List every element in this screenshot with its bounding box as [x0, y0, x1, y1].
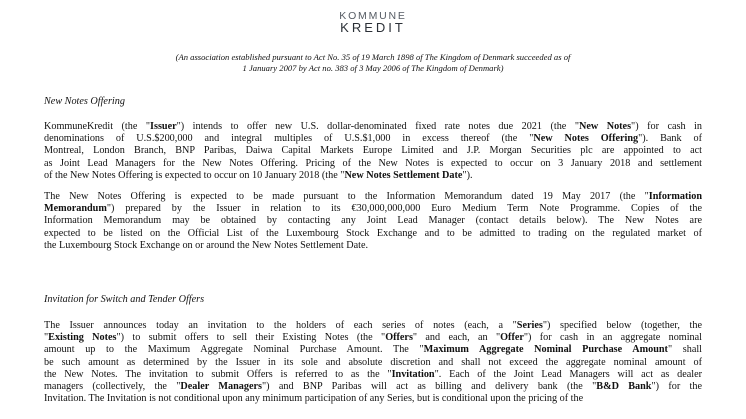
defined-term: Offer — [500, 332, 524, 344]
defined-term: Offers — [385, 332, 413, 344]
text-line: Information Memorandum may be obtained by contacting any Joint Lead Manager (contact details below). The New Notes are — [44, 215, 702, 227]
section-heading: New Notes Offering — [44, 96, 125, 107]
logo-line2: KREDIT — [340, 20, 406, 35]
paragraph-invitation — [44, 320, 702, 405]
defined-term: Maximum Aggregate Nominal Purchase Amount — [423, 344, 668, 356]
text-line: expected to be listed on the Official List of the Luxembourg Stock Exchange and to be admitted to trading on the regulated market of — [44, 227, 702, 239]
text-line: KommuneKredit (the "Issuer") intends to offer new U.S. dollar-denominated fixed rate notes due 2021 (the "New Notes") for cash in — [44, 121, 702, 132]
association-note — [120, 52, 626, 74]
heading-invitation — [44, 294, 702, 305]
defined-term: New Notes — [578, 121, 632, 132]
text-line: Memorandum") prepared by the Issuer in relation to its €30,000,000,000 Euro Medium Term Note Programme. Copies of the — [44, 203, 702, 215]
text-line: as Joint Lead Managers for the New Notes Offering. Pricing of the New Notes is expected to occur on 3 January 2018 and settlement — [44, 157, 702, 169]
defined-term: Dealer Managers — [180, 381, 262, 393]
defined-term: Series — [516, 320, 543, 331]
defined-term: Existing Notes — [48, 332, 117, 344]
defined-term: Invitation — [391, 368, 435, 380]
defined-term: Issuer — [150, 121, 177, 132]
text-line: the New Notes. The invitation to submit Offers is referred to as the "Invitation". Each of the Joint Lead Managers will act as dealer — [44, 368, 702, 380]
kommunekredit-logo-icon — [361, 0, 383, 6]
logo — [0, 0, 746, 38]
section-heading: Invitation for Switch and Tender Offers — [44, 294, 205, 305]
association-note-line1: (An association established pursuant to Act No. 35 of 19 March 1898 of The Kingdom of Denmark succeeded as of — [175, 52, 571, 62]
text-line: of the New Notes Offering is expected to occur on 10 January 2018 (the "New Notes Settlement Date"). — [44, 169, 473, 181]
defined-term: New Notes Settlement Date — [344, 169, 463, 181]
text-line: denominations of U.S.$200,000 and integral multiples of U.S.$1,000 in excess thereof (the "New Notes Offering"). Bank of — [44, 133, 702, 145]
text-line: the Luxembourg Stock Exchange on or around the New Notes Settlement Date. — [44, 239, 369, 251]
text-line: The Issuer announces today an invitation to the holders of each series of notes (each, a "Series") specified below (together, the — [44, 320, 702, 331]
text-line: be such amount as determined by the Issuer in its sole and absolute discretion and shall not exceed the aggregate nominal amount of — [44, 356, 702, 368]
text-line: "Existing Notes") to submit offers to sell their Existing Notes (the "Offers" and each, an "Offer") for cash in an aggregate nominal — [44, 332, 702, 344]
defined-term: B&D Bank — [596, 381, 652, 393]
defined-term: Information — [648, 191, 702, 202]
paragraph-information-memorandum — [44, 191, 702, 252]
defined-term: New Notes Offering — [533, 133, 639, 145]
association-note-line2: 1 January 2007 by Act no. 383 of 3 May 2006 of The Kingdom of Denmark) — [242, 63, 504, 73]
text-line: managers (collectively, the "Dealer Managers") and BNP Paribas will act as billing and delivery bank (the "B&D Bank") for the — [44, 381, 702, 393]
paragraph-new-notes — [44, 121, 702, 182]
heading-new-notes-offering — [44, 96, 702, 107]
text-line: Montreal, London Branch, BNP Paribas, Daiwa Capital Markets Europe Limited and J.P. Morgan Securities plc are appointed to act — [44, 145, 702, 157]
text-line: The New Notes Offering is expected to be made pursuant to the Information Memorandum dated 19 May 2017 (the "Information — [44, 191, 702, 202]
text-line: Invitation. The Invitation is not conditional upon any minimum participation of any Series, but is conditional upon the pricing of the — [44, 393, 584, 405]
logo-line1: KOMMUNE — [339, 10, 407, 22]
text-line: amount up to the Maximum Aggregate Nominal Purchase Amount. The "Maximum Aggregate Nominal Purchase Amount" shall — [44, 344, 702, 356]
defined-term: Memorandum — [44, 203, 107, 215]
